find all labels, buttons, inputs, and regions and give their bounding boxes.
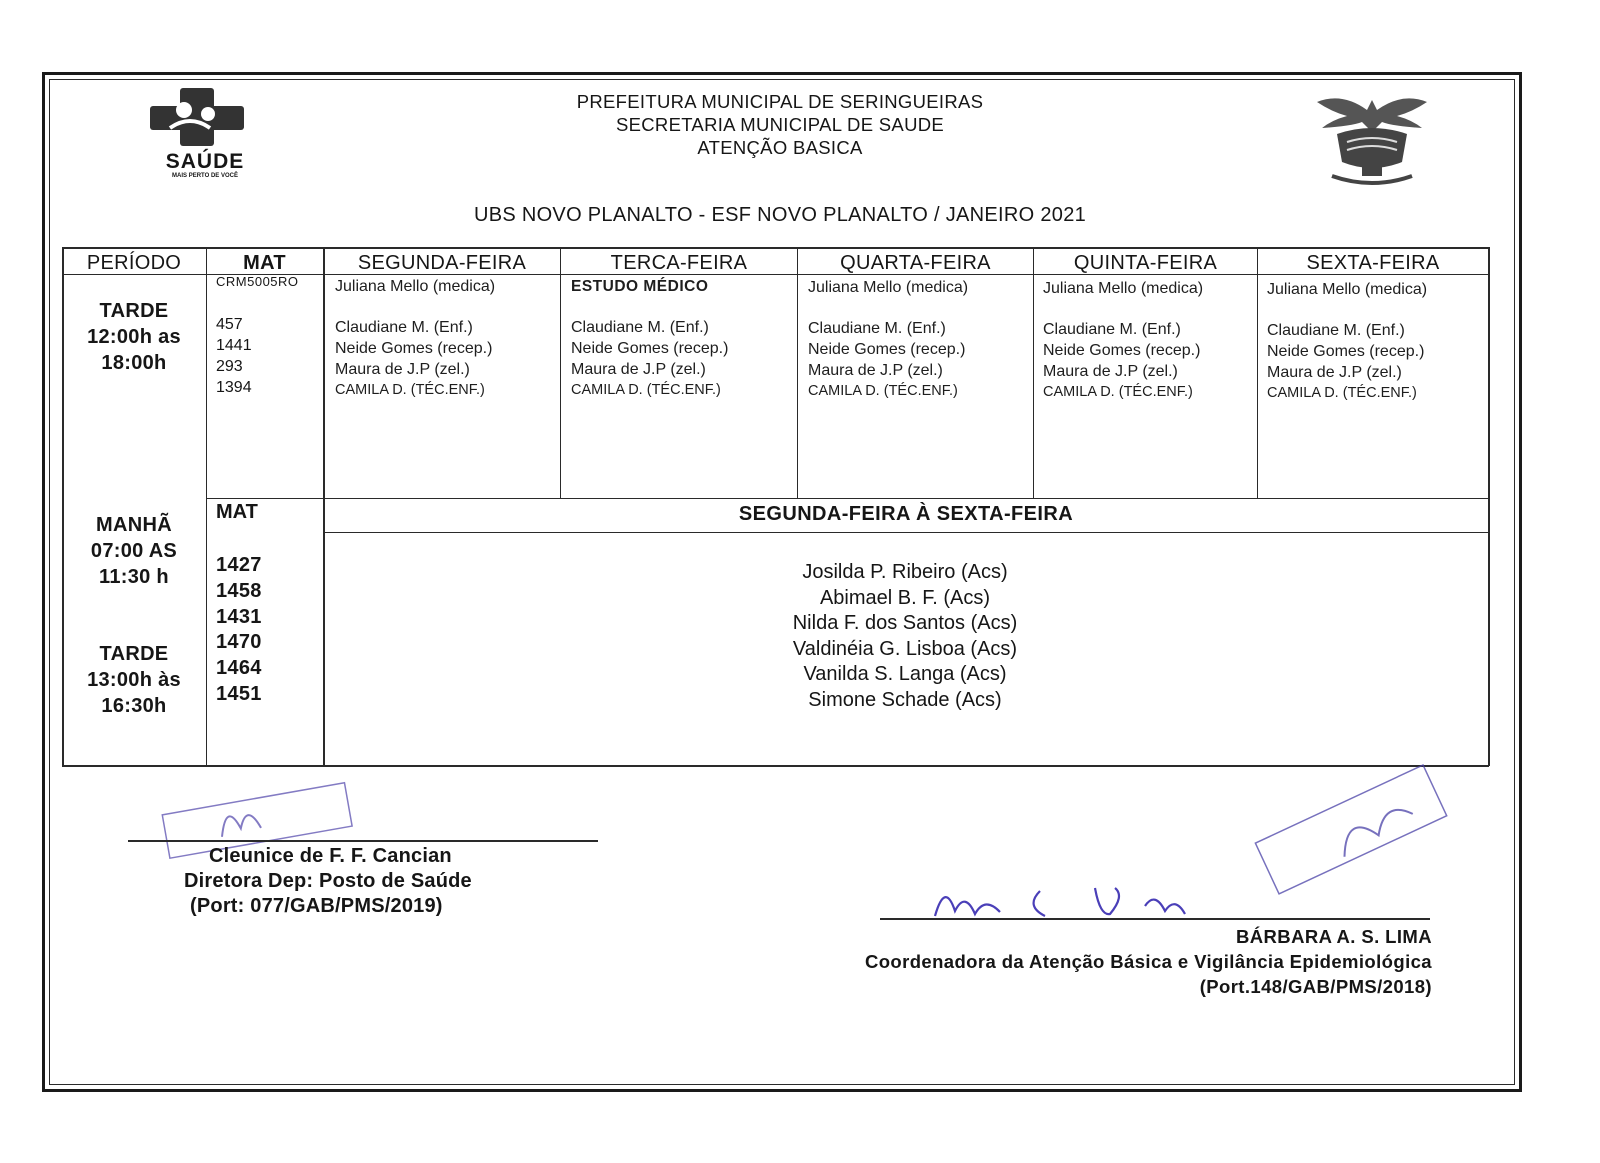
acs-days-header: SEGUNDA-FEIRA À SEXTA-FEIRA (738, 503, 1074, 525)
period-tarde-1: TARDE 12:00h as 18:00h (87, 300, 181, 374)
signature-right (700, 924, 1432, 999)
logo-name: SAÚDE (165, 150, 245, 173)
period-tarde-2: TARDE 13:00h às 16:30h (87, 643, 181, 717)
list-item: Josilda P. Ribeiro (Acs) (802, 561, 1008, 583)
coat-of-arms-emblem (1312, 92, 1432, 192)
document-subtitle: UBS NOVO PLANALTO - ESF NOVO PLANALTO / JANEIRO 2021 (473, 204, 1087, 226)
signer-left-role: Diretora Dep: Posto de Saúde (184, 870, 472, 892)
acs-agents-list (620, 560, 1190, 714)
header-periodo: PERÍODO (86, 252, 182, 274)
list-item: Nilda F. dos Santos (Acs) (792, 612, 1018, 635)
header-sexta: SEXTA-FEIRA (1306, 252, 1440, 274)
list-item: Valdinéia G. Lisboa (Acs) (792, 637, 1018, 660)
header-line-3: ATENÇÃO BASICA (697, 137, 863, 158)
mat-crm: CRM5005RO (216, 274, 299, 289)
header-quarta: QUARTA-FEIRA (840, 252, 991, 274)
logo-tagline: MAIS PERTO DE VOCÊ (172, 173, 238, 179)
signature-line-right (880, 918, 1430, 920)
saude-logo (140, 84, 270, 184)
day-cell-quarta: Juliana Mello (medica) Claudiane M. (Enf.) Neide Gomes (recep.) Maura de J.P (zel.) CAMILA D. (TÉC.ENF.) (808, 279, 969, 399)
signer-right-name: BÁRBARA A. S. LIMA (1236, 926, 1432, 947)
day-cell-sexta: Juliana Mello (medica) Claudiane M. (Enf.) Neide Gomes (recep.) Maura de J.P (zel.) CAMILA D. (TÉC.ENF.) (1267, 281, 1428, 401)
list-item: Abimael B. F. (Acs) (819, 586, 991, 609)
header-line-2: SECRETARIA MUNICIPAL DE SAUDE (615, 114, 945, 135)
signer-left-name: Cleunice de F. F. Cancian (209, 845, 452, 867)
list-item: Simone Schade (Acs) (808, 688, 1002, 711)
acs-mat-header: MAT (216, 501, 258, 523)
header-quinta: QUINTA-FEIRA (1073, 252, 1218, 274)
signature-line-left (128, 840, 598, 842)
day-cell-quinta: Juliana Mello (medica) Claudiane M. (Enf.) Neide Gomes (recep.) Maura de J.P (zel.) CAMILA D. (TÉC.ENF.) (1043, 280, 1204, 400)
signer-right-port: (Port.148/GAB/PMS/2018) (1199, 976, 1432, 997)
signer-left-port: (Port: 077/GAB/PMS/2019) (190, 895, 443, 917)
period-manha: MANHÃ 07:00 AS 11:30 h (90, 514, 178, 588)
mat-list-acs: 1427 1458 1431 1470 1464 1451 (216, 554, 262, 705)
header-line-1: PREFEITURA MUNICIPAL DE SERINGUEIRAS (576, 91, 984, 112)
mat-list-tarde: 457 1441 293 1394 (216, 316, 252, 396)
document-header (500, 90, 1060, 159)
signature-left (184, 844, 472, 919)
header-segunda: SEGUNDA-FEIRA (357, 252, 527, 274)
day-cell-terca: ESTUDO MÉDICO Claudiane M. (Enf.) Neide Gomes (recep.) Maura de J.P (zel.) CAMILA D. (TÉC.ENF.) (571, 278, 729, 398)
header-mat: MAT (243, 252, 286, 274)
day-cell-segunda: Juliana Mello (medica) Claudiane M. (Enf.) Neide Gomes (recep.) Maura de J.P (zel.) CAMILA D. (TÉC.ENF.) (335, 278, 496, 398)
list-item: Vanilda S. Langa (Acs) (803, 663, 1007, 686)
signer-right-role: Coordenadora da Atenção Básica e Vigilância Epidemiológica (864, 951, 1432, 972)
header-terca: TERCA-FEIRA (610, 252, 748, 274)
